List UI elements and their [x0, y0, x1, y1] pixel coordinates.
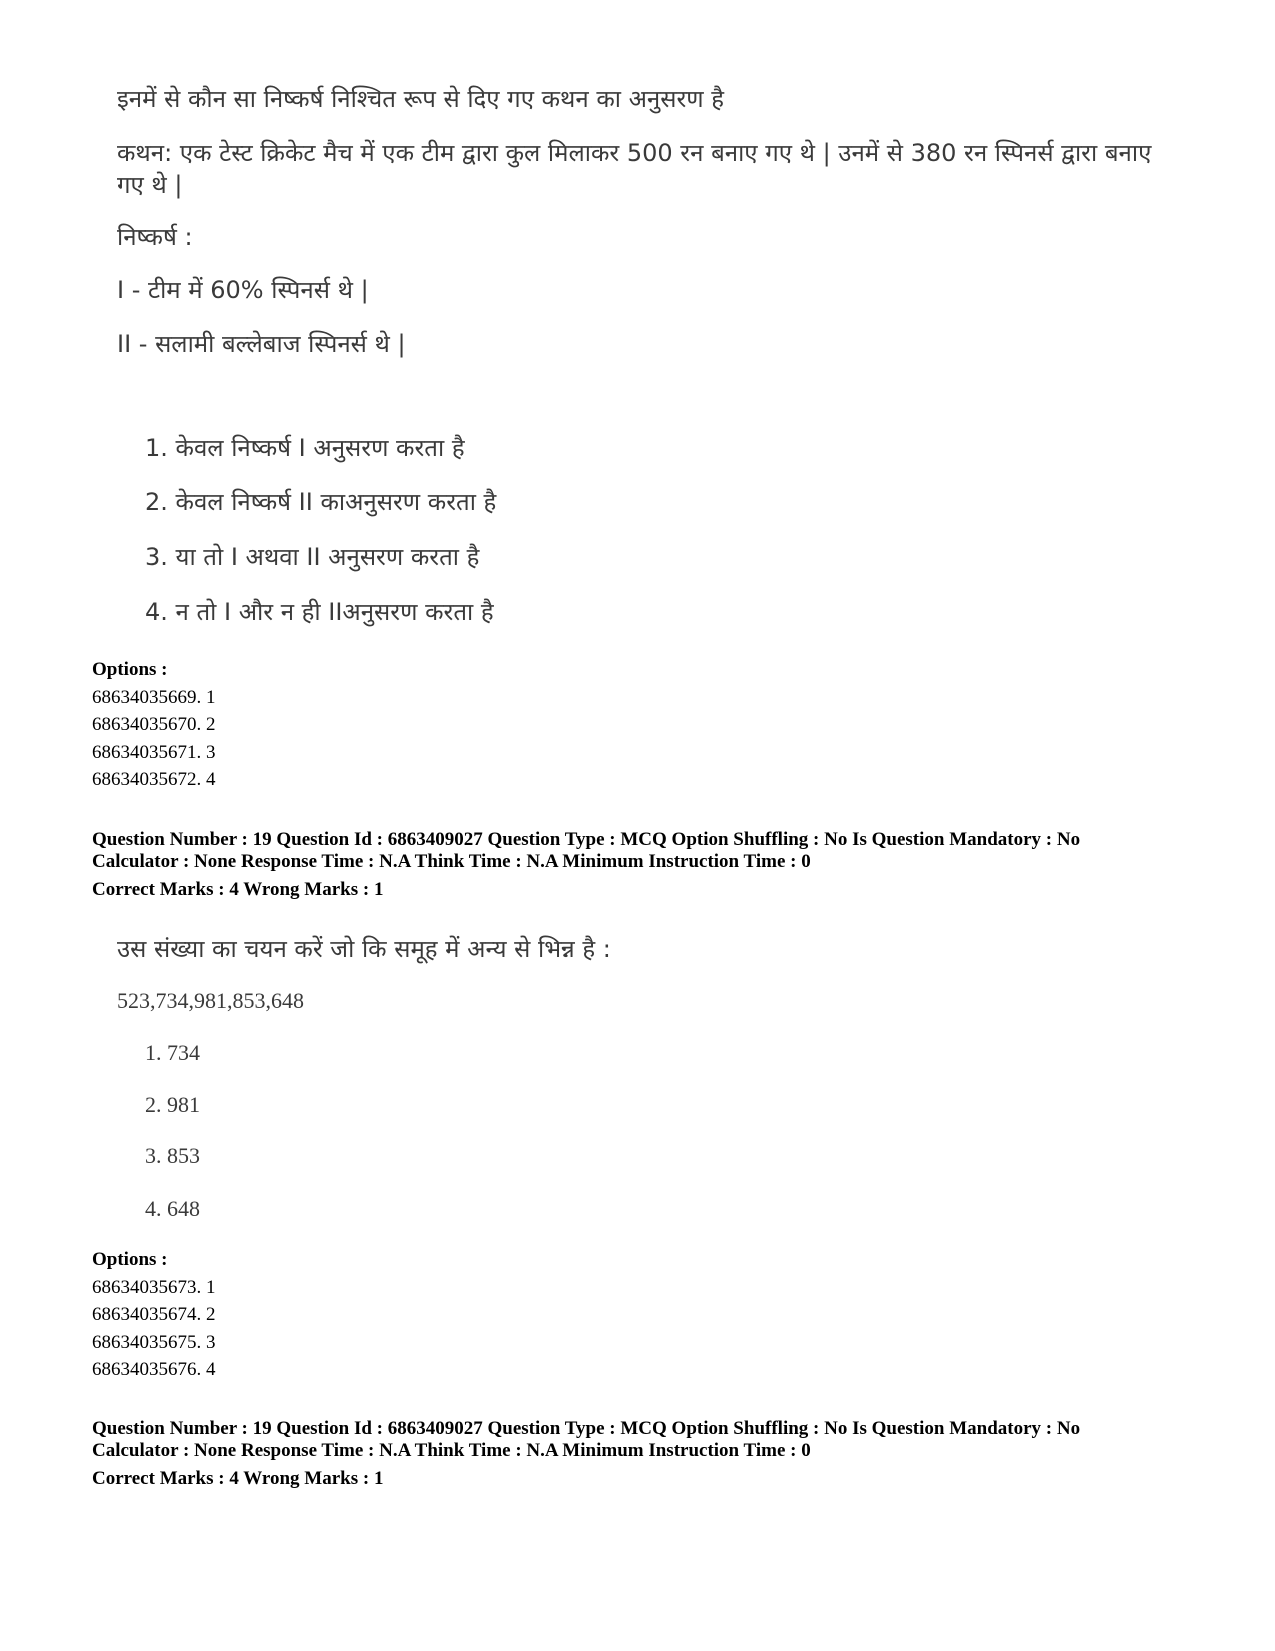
marks-line: Correct Marks : 4 Wrong Marks : 1: [92, 1468, 384, 1489]
question-metadata: [92, 1418, 1212, 1490]
metadata-line: Question Number : 19 Question Id : 6863409027 Question Type : MCQ Option Shuffling : No Is Question Mandatory : No: [92, 829, 1081, 850]
question-stem: उस संख्या का चयन करें जो कि समूह में अन्य से भिन्न है :: [117, 935, 611, 963]
options-list: [92, 1246, 216, 1384]
conclusion-heading: निष्कर्ष :: [117, 223, 193, 251]
answer-choice: 2. केवल निष्कर्ष II काअनुसरण करता है: [145, 488, 497, 516]
options-title: Options :: [92, 659, 168, 680]
answer-choice: 1. केवल निष्कर्ष I अनुसरण करता है: [145, 434, 465, 462]
conclusion-item: I - टीम में 60% स्पिनर्स थे |: [117, 276, 369, 304]
option-item: 68634035671. 3: [92, 741, 216, 763]
answer-choice: 1. 734: [145, 1040, 200, 1065]
answer-choice: 3. 853: [145, 1143, 200, 1168]
option-item: 68634035676. 4: [92, 1359, 216, 1380]
question-metadata: [92, 829, 1212, 901]
answer-choice: 4. न तो I और न ही IIअनुसरण करता है: [145, 598, 494, 626]
question-stem: इनमें से कौन सा निष्कर्ष निश्चित रूप से दिए गए कथन का अनुसरण है: [117, 85, 725, 113]
question-statement: कथन: एक टेस्ट क्रिकेट मैच में एक टीम द्वारा कुल मिलाकर 500 रन बनाए गए थे | उनमें से 380 रन स्पिनर्स द्वारा बनाए गए थे |: [117, 139, 1152, 199]
option-item: 68634035670. 2: [92, 714, 216, 735]
options-list: [92, 656, 216, 794]
metadata-line: Question Number : 19 Question Id : 6863409027 Question Type : MCQ Option Shuffling : No Is Question Mandatory : No: [92, 1418, 1081, 1439]
options-title: Options :: [92, 1249, 168, 1270]
metadata-line: Calculator : None Response Time : N.A Think Time : N.A Minimum Instruction Time : 0: [92, 1440, 811, 1461]
metadata-line: Calculator : None Response Time : N.A Think Time : N.A Minimum Instruction Time : 0: [92, 851, 811, 872]
option-item: 68634035675. 3: [92, 1331, 216, 1353]
option-item: 68634035672. 4: [92, 769, 216, 790]
conclusion-item: II - सलामी बल्लेबाज स्पिनर्स थे |: [117, 330, 406, 358]
number-group: 523,734,981,853,648: [117, 988, 304, 1013]
option-item: 68634035669. 1: [92, 686, 216, 708]
marks-line: Correct Marks : 4 Wrong Marks : 1: [92, 879, 384, 900]
answer-choice: 3. या तो I अथवा II अनुसरण करता है: [145, 543, 480, 571]
answer-choice: 2. 981: [145, 1092, 200, 1117]
answer-choice: 4. 648: [145, 1196, 200, 1221]
option-item: 68634035673. 1: [92, 1276, 216, 1298]
option-item: 68634035674. 2: [92, 1304, 216, 1325]
